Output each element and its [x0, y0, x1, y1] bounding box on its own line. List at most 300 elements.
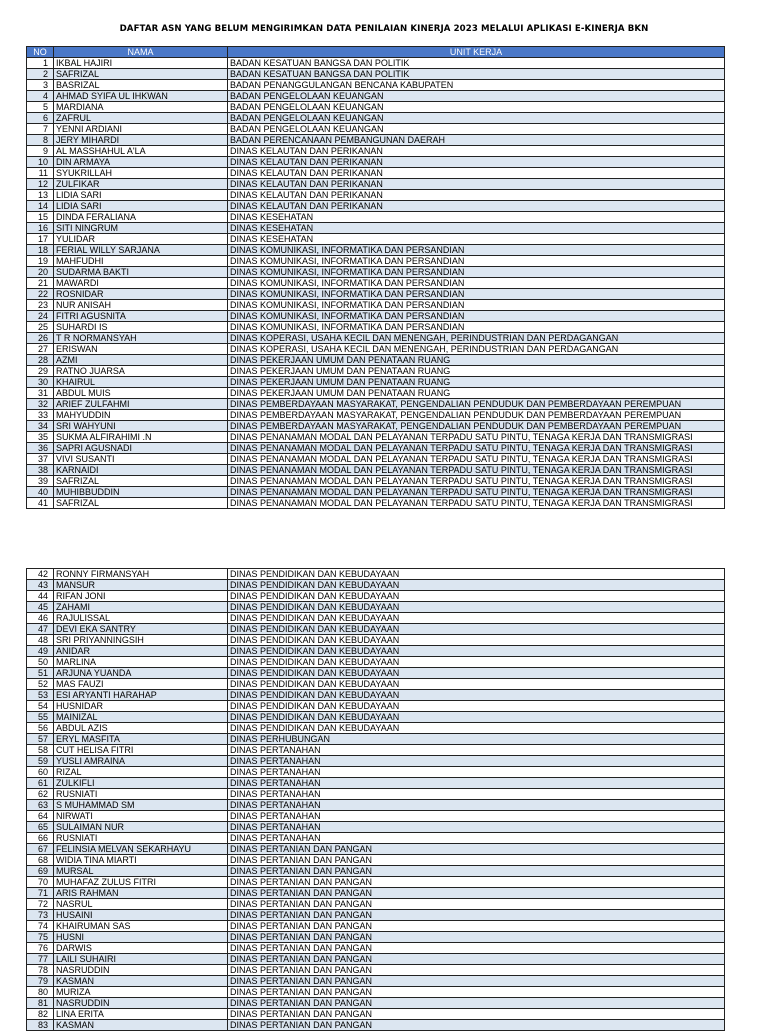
cell-no: 9 — [27, 146, 54, 157]
cell-no: 74 — [27, 921, 54, 932]
cell-unit-kerja: BADAN PENGELOLAAN KEUANGAN — [228, 91, 725, 102]
table-row — [27, 146, 725, 157]
cell-nama: ROSNIDAR — [54, 289, 228, 300]
cell-unit-kerja: DINAS PENANAMAN MODAL DAN PELAYANAN TERPADU SATU PINTU, TENAGA KERJA DAN TRANSMIGRASI — [228, 476, 725, 487]
cell-no: 1 — [27, 58, 54, 69]
table-row — [27, 635, 725, 646]
table-row — [27, 201, 725, 212]
cell-unit-kerja: DINAS PEKERJAAN UMUM DAN PENATAAN RUANG — [228, 355, 725, 366]
cell-unit-kerja: DINAS PERTANIAN DAN PANGAN — [228, 888, 725, 899]
table-row — [27, 454, 725, 465]
table-row — [27, 899, 725, 910]
cell-no: 53 — [27, 690, 54, 701]
table-row — [27, 333, 725, 344]
cell-nama: NIRWATI — [54, 811, 228, 822]
cell-no: 45 — [27, 602, 54, 613]
cell-nama: KHAIRUMAN SAS — [54, 921, 228, 932]
cell-no: 82 — [27, 1009, 54, 1020]
table-row — [27, 432, 725, 443]
table-row — [27, 613, 725, 624]
cell-unit-kerja: DINAS KOMUNIKASI, INFORMATIKA DAN PERSANDIAN — [228, 245, 725, 256]
cell-no: 35 — [27, 432, 54, 443]
cell-nama: ANIDAR — [54, 646, 228, 657]
cell-unit-kerja: DINAS PENDIDIKAN DAN KEBUDAYAAN — [228, 613, 725, 624]
cell-unit-kerja: DINAS PENDIDIKAN DAN KEBUDAYAAN — [228, 657, 725, 668]
table-row — [27, 701, 725, 712]
cell-no: 50 — [27, 657, 54, 668]
table-row — [27, 399, 725, 410]
table-row — [27, 1020, 725, 1031]
cell-unit-kerja: DINAS KOPERASI, USAHA KECIL DAN MENENGAH, PERINDUSTRIAN DAN PERDAGANGAN — [228, 333, 725, 344]
cell-nama: LAILI SUHAIRI — [54, 954, 228, 965]
cell-unit-kerja: DINAS KOMUNIKASI, INFORMATIKA DAN PERSANDIAN — [228, 256, 725, 267]
table-header-row — [27, 47, 725, 58]
table-row — [27, 443, 725, 454]
cell-unit-kerja: DINAS KOMUNIKASI, INFORMATIKA DAN PERSANDIAN — [228, 267, 725, 278]
cell-unit-kerja: DINAS PERTANIAN DAN PANGAN — [228, 954, 725, 965]
cell-nama: BASRIZAL — [54, 80, 228, 91]
cell-nama: MARLINA — [54, 657, 228, 668]
cell-no: 41 — [27, 498, 54, 509]
table-row — [27, 190, 725, 201]
cell-nama: ERISWAN — [54, 344, 228, 355]
cell-nama: ESI ARYANTI HARAHAP — [54, 690, 228, 701]
cell-nama: RONNY FIRMANSYAH — [54, 569, 228, 580]
cell-unit-kerja: DINAS PERTANIAN DAN PANGAN — [228, 987, 725, 998]
cell-unit-kerja: DINAS KELAUTAN DAN PERIKANAN — [228, 179, 725, 190]
cell-nama: DIN ARMAYA — [54, 157, 228, 168]
cell-no: 14 — [27, 201, 54, 212]
cell-nama: ZULFIKAR — [54, 179, 228, 190]
cell-unit-kerja: DINAS PENANAMAN MODAL DAN PELAYANAN TERPADU SATU PINTU, TENAGA KERJA DAN TRANSMIGRASI — [228, 454, 725, 465]
cell-unit-kerja: DINAS KELAUTAN DAN PERIKANAN — [228, 168, 725, 179]
cell-nama: KASMAN — [54, 1020, 228, 1031]
cell-nama: VIVI SUSANTI — [54, 454, 228, 465]
cell-no: 80 — [27, 987, 54, 998]
table-row — [27, 723, 725, 734]
cell-nama: YULIDAR — [54, 234, 228, 245]
cell-unit-kerja: DINAS PEKERJAAN UMUM DAN PENATAAN RUANG — [228, 388, 725, 399]
cell-no: 25 — [27, 322, 54, 333]
cell-unit-kerja: DINAS KESEHATAN — [228, 223, 725, 234]
cell-no: 79 — [27, 976, 54, 987]
cell-no: 67 — [27, 844, 54, 855]
cell-no: 60 — [27, 767, 54, 778]
cell-unit-kerja: DINAS PERTANAHAN — [228, 811, 725, 822]
cell-no: 62 — [27, 789, 54, 800]
cell-unit-kerja: DINAS KOMUNIKASI, INFORMATIKA DAN PERSANDIAN — [228, 311, 725, 322]
cell-nama: LIDIA SARI — [54, 190, 228, 201]
cell-nama: MUHIBBUDDIN — [54, 487, 228, 498]
cell-no: 39 — [27, 476, 54, 487]
cell-nama: SAPRI AGUSNADI — [54, 443, 228, 454]
table-row — [27, 388, 725, 399]
cell-nama: MURIZA — [54, 987, 228, 998]
cell-no: 30 — [27, 377, 54, 388]
cell-nama: MAWARDI — [54, 278, 228, 289]
cell-no: 4 — [27, 91, 54, 102]
cell-nama: RAJULISSAL — [54, 613, 228, 624]
table-row — [27, 113, 725, 124]
table-row — [27, 377, 725, 388]
table-row — [27, 135, 725, 146]
cell-no: 56 — [27, 723, 54, 734]
cell-nama: HUSNI — [54, 932, 228, 943]
cell-nama: WIDIA TINA MIARTI — [54, 855, 228, 866]
table-row — [27, 465, 725, 476]
cell-unit-kerja: DINAS PEMBERDAYAAN MASYARAKAT, PENGENDALIAN PENDUDUK DAN PEMBERDAYAAN PEREMPUAN — [228, 421, 725, 432]
cell-no: 38 — [27, 465, 54, 476]
cell-no: 54 — [27, 701, 54, 712]
cell-unit-kerja: DINAS PEKERJAAN UMUM DAN PENATAAN RUANG — [228, 366, 725, 377]
table-row — [27, 212, 725, 223]
cell-no: 46 — [27, 613, 54, 624]
cell-no: 33 — [27, 410, 54, 421]
cell-nama: AHMAD SYIFA UL IHKWAN — [54, 91, 228, 102]
cell-no: 5 — [27, 102, 54, 113]
table-row — [27, 602, 725, 613]
cell-unit-kerja: DINAS PERTANIAN DAN PANGAN — [228, 1009, 725, 1020]
table-row — [27, 157, 725, 168]
cell-nama: JERY MIHARDI — [54, 135, 228, 146]
cell-nama: SRI WAHYUNI — [54, 421, 228, 432]
table-row — [27, 223, 725, 234]
cell-unit-kerja: DINAS KOMUNIKASI, INFORMATIKA DAN PERSANDIAN — [228, 322, 725, 333]
cell-no: 7 — [27, 124, 54, 135]
cell-no: 10 — [27, 157, 54, 168]
table-row — [27, 844, 725, 855]
cell-nama: DINDA FERALIANA — [54, 212, 228, 223]
cell-no: 11 — [27, 168, 54, 179]
cell-nama: ABDUL AZIS — [54, 723, 228, 734]
table-row — [27, 800, 725, 811]
cell-nama: KASMAN — [54, 976, 228, 987]
table-row — [27, 498, 725, 509]
cell-no: 32 — [27, 399, 54, 410]
cell-no: 78 — [27, 965, 54, 976]
table-row — [27, 168, 725, 179]
cell-no: 76 — [27, 943, 54, 954]
cell-nama: AZMI — [54, 355, 228, 366]
cell-unit-kerja: BADAN PERENCANAAN PEMBANGUNAN DAERAH — [228, 135, 725, 146]
cell-nama: RIZAL — [54, 767, 228, 778]
cell-no: 75 — [27, 932, 54, 943]
cell-nama: FERIAL WILLY SARJANA — [54, 245, 228, 256]
cell-no: 48 — [27, 635, 54, 646]
cell-no: 17 — [27, 234, 54, 245]
cell-no: 19 — [27, 256, 54, 267]
cell-unit-kerja: DINAS PEMBERDAYAAN MASYARAKAT, PENGENDALIAN PENDUDUK DAN PEMBERDAYAAN PEREMPUAN — [228, 399, 725, 410]
cell-no: 42 — [27, 569, 54, 580]
cell-unit-kerja: DINAS PERTANIAN DAN PANGAN — [228, 877, 725, 888]
cell-unit-kerja: DINAS PENDIDIKAN DAN KEBUDAYAAN — [228, 679, 725, 690]
cell-unit-kerja: DINAS KELAUTAN DAN PERIKANAN — [228, 201, 725, 212]
table-row — [27, 987, 725, 998]
table-row — [27, 910, 725, 921]
table-row — [27, 311, 725, 322]
cell-no: 65 — [27, 822, 54, 833]
asn-table-2 — [26, 568, 725, 1031]
table-row — [27, 58, 725, 69]
cell-no: 59 — [27, 756, 54, 767]
header-nama: NAMA — [54, 47, 228, 58]
header-unit-kerja: UNIT KERJA — [228, 47, 725, 58]
cell-no: 77 — [27, 954, 54, 965]
cell-nama: MURSAL — [54, 866, 228, 877]
cell-nama: MANSUR — [54, 580, 228, 591]
cell-nama: RUSNIATI — [54, 833, 228, 844]
table-row — [27, 646, 725, 657]
cell-unit-kerja: DINAS PENDIDIKAN DAN KEBUDAYAAN — [228, 602, 725, 613]
cell-no: 34 — [27, 421, 54, 432]
cell-nama: MAINIZAL — [54, 712, 228, 723]
cell-unit-kerja: DINAS KELAUTAN DAN PERIKANAN — [228, 190, 725, 201]
cell-unit-kerja: DINAS PERTANAHAN — [228, 745, 725, 756]
cell-unit-kerja: DINAS PERTANAHAN — [228, 778, 725, 789]
table-row — [27, 998, 725, 1009]
table-row — [27, 355, 725, 366]
cell-no: 43 — [27, 580, 54, 591]
cell-nama: FITRI AGUSNITA — [54, 311, 228, 322]
cell-no: 44 — [27, 591, 54, 602]
cell-no: 27 — [27, 344, 54, 355]
cell-unit-kerja: DINAS PERTANIAN DAN PANGAN — [228, 844, 725, 855]
cell-nama: NASRUDDIN — [54, 965, 228, 976]
cell-nama: FELINSIA MELVAN SEKARHAYU — [54, 844, 228, 855]
table-row — [27, 366, 725, 377]
table-row — [27, 822, 725, 833]
cell-no: 37 — [27, 454, 54, 465]
cell-unit-kerja: DINAS KOMUNIKASI, INFORMATIKA DAN PERSANDIAN — [228, 300, 725, 311]
table-row — [27, 278, 725, 289]
table-row — [27, 668, 725, 679]
cell-nama: MAHYUDDIN — [54, 410, 228, 421]
cell-unit-kerja: DINAS PENANAMAN MODAL DAN PELAYANAN TERPADU SATU PINTU, TENAGA KERJA DAN TRANSMIGRASI — [228, 465, 725, 476]
table-row — [27, 410, 725, 421]
cell-unit-kerja: DINAS PERTANIAN DAN PANGAN — [228, 998, 725, 1009]
table-row — [27, 487, 725, 498]
cell-no: 28 — [27, 355, 54, 366]
cell-nama: RATNO JUARSA — [54, 366, 228, 377]
table-row — [27, 591, 725, 602]
cell-nama: NASRUL — [54, 899, 228, 910]
table-row — [27, 943, 725, 954]
cell-no: 55 — [27, 712, 54, 723]
table-row — [27, 256, 725, 267]
cell-unit-kerja: DINAS PENDIDIKAN DAN KEBUDAYAAN — [228, 723, 725, 734]
cell-unit-kerja: DINAS PEKERJAAN UMUM DAN PENATAAN RUANG — [228, 377, 725, 388]
cell-unit-kerja: BADAN PENANGGULANGAN BENCANA KABUPATEN — [228, 80, 725, 91]
table-row — [27, 932, 725, 943]
table-row — [27, 877, 725, 888]
cell-no: 26 — [27, 333, 54, 344]
cell-nama: SULAIMAN NUR — [54, 822, 228, 833]
page-title: DAFTAR ASN YANG BELUM MENGIRIMKAN DATA PENILAIAN KINERJA 2023 MELALUI APLIKASI E-KINERJA BKN — [119, 24, 649, 34]
cell-no: 16 — [27, 223, 54, 234]
cell-nama: LIDIA SARI — [54, 201, 228, 212]
table-row — [27, 267, 725, 278]
cell-unit-kerja: DINAS PERTANIAN DAN PANGAN — [228, 855, 725, 866]
cell-nama: S MUHAMMAD SM — [54, 800, 228, 811]
cell-unit-kerja: DINAS KELAUTAN DAN PERIKANAN — [228, 157, 725, 168]
table-row — [27, 690, 725, 701]
table-row — [27, 756, 725, 767]
cell-unit-kerja: DINAS PERTANAHAN — [228, 756, 725, 767]
cell-no: 69 — [27, 866, 54, 877]
table-row — [27, 245, 725, 256]
table-row — [27, 569, 725, 580]
table-row — [27, 124, 725, 135]
cell-unit-kerja: BADAN PENGELOLAAN KEUANGAN — [228, 102, 725, 113]
cell-nama: ARJUNA YUANDA — [54, 668, 228, 679]
cell-unit-kerja: DINAS PERTANAHAN — [228, 789, 725, 800]
table-row — [27, 888, 725, 899]
table-row — [27, 580, 725, 591]
cell-unit-kerja: DINAS KOMUNIKASI, INFORMATIKA DAN PERSANDIAN — [228, 278, 725, 289]
cell-nama: ABDUL MUIS — [54, 388, 228, 399]
cell-unit-kerja: DINAS PENDIDIKAN DAN KEBUDAYAAN — [228, 580, 725, 591]
cell-nama: SUHARDI IS — [54, 322, 228, 333]
cell-unit-kerja: DINAS KOPERASI, USAHA KECIL DAN MENENGAH, PERINDUSTRIAN DAN PERDAGANGAN — [228, 344, 725, 355]
cell-unit-kerja: DINAS PERTANIAN DAN PANGAN — [228, 1020, 725, 1031]
cell-unit-kerja: DINAS PERTANIAN DAN PANGAN — [228, 899, 725, 910]
table-row — [27, 69, 725, 80]
table-row — [27, 855, 725, 866]
cell-nama: ZAHAMI — [54, 602, 228, 613]
cell-nama: SRI PRIYANNINGSIH — [54, 635, 228, 646]
cell-nama: CUT HELISA FITRI — [54, 745, 228, 756]
cell-unit-kerja: DINAS PENDIDIKAN DAN KEBUDAYAAN — [228, 624, 725, 635]
cell-no: 83 — [27, 1020, 54, 1031]
table-row — [27, 745, 725, 756]
cell-unit-kerja: DINAS PERTANAHAN — [228, 767, 725, 778]
cell-nama: IKBAL HAJIRI — [54, 58, 228, 69]
table-row — [27, 712, 725, 723]
cell-no: 23 — [27, 300, 54, 311]
cell-unit-kerja: DINAS KELAUTAN DAN PERIKANAN — [228, 146, 725, 157]
cell-nama: KARNAIDI — [54, 465, 228, 476]
cell-nama: AL MASSHAHUL A'LA — [54, 146, 228, 157]
cell-nama: T R NORMANSYAH — [54, 333, 228, 344]
cell-nama: SUDARMA BAKTI — [54, 267, 228, 278]
table-row — [27, 421, 725, 432]
table-row — [27, 767, 725, 778]
cell-nama: NUR ANISAH — [54, 300, 228, 311]
cell-unit-kerja: DINAS PENDIDIKAN DAN KEBUDAYAAN — [228, 569, 725, 580]
cell-nama: YUSLI AMRAINA — [54, 756, 228, 767]
cell-nama: ERYL MASFITA — [54, 734, 228, 745]
cell-unit-kerja: DINAS PENANAMAN MODAL DAN PELAYANAN TERPADU SATU PINTU, TENAGA KERJA DAN TRANSMIGRASI — [228, 498, 725, 509]
cell-unit-kerja: DINAS PENANAMAN MODAL DAN PELAYANAN TERPADU SATU PINTU, TENAGA KERJA DAN TRANSMIGRASI — [228, 487, 725, 498]
table-row — [27, 179, 725, 190]
cell-unit-kerja: DINAS PERTANIAN DAN PANGAN — [228, 943, 725, 954]
cell-nama: SYUKRILLAH — [54, 168, 228, 179]
cell-nama: NASRUDDIN — [54, 998, 228, 1009]
table-row — [27, 921, 725, 932]
cell-nama: HUSNIDAR — [54, 701, 228, 712]
table-row — [27, 322, 725, 333]
table-row — [27, 344, 725, 355]
table-row — [27, 1009, 725, 1020]
table-row — [27, 234, 725, 245]
cell-no: 31 — [27, 388, 54, 399]
cell-nama: YENNI ARDIANI — [54, 124, 228, 135]
cell-nama: SITI NINGRUM — [54, 223, 228, 234]
table-row — [27, 91, 725, 102]
cell-no: 13 — [27, 190, 54, 201]
cell-unit-kerja: DINAS PERTANIAN DAN PANGAN — [228, 932, 725, 943]
cell-unit-kerja: DINAS PENDIDIKAN DAN KEBUDAYAAN — [228, 668, 725, 679]
table-row — [27, 833, 725, 844]
cell-nama: MAS FAUZI — [54, 679, 228, 690]
cell-nama: LINA ERITA — [54, 1009, 228, 1020]
table-row — [27, 976, 725, 987]
cell-unit-kerja: DINAS PENDIDIKAN DAN KEBUDAYAAN — [228, 701, 725, 712]
cell-no: 63 — [27, 800, 54, 811]
cell-unit-kerja: DINAS PERTANIAN DAN PANGAN — [228, 921, 725, 932]
cell-nama: MARDIANA — [54, 102, 228, 113]
cell-unit-kerja: DINAS PERTANIAN DAN PANGAN — [228, 965, 725, 976]
cell-nama: DEVI EKA SANTRY — [54, 624, 228, 635]
cell-nama: ZAFRUL — [54, 113, 228, 124]
cell-unit-kerja: DINAS PENDIDIKAN DAN KEBUDAYAAN — [228, 646, 725, 657]
cell-no: 72 — [27, 899, 54, 910]
cell-unit-kerja: DINAS KESEHATAN — [228, 234, 725, 245]
cell-nama: DARWIS — [54, 943, 228, 954]
cell-unit-kerja: DINAS PENDIDIKAN DAN KEBUDAYAAN — [228, 690, 725, 701]
cell-nama: KHAIRUL — [54, 377, 228, 388]
table-row — [27, 289, 725, 300]
cell-unit-kerja: DINAS PERTANIAN DAN PANGAN — [228, 910, 725, 921]
cell-unit-kerja: DINAS PEMBERDAYAAN MASYARAKAT, PENGENDALIAN PENDUDUK DAN PEMBERDAYAAN PEREMPUAN — [228, 410, 725, 421]
cell-unit-kerja: DINAS PERHUBUNGAN — [228, 734, 725, 745]
cell-no: 68 — [27, 855, 54, 866]
cell-nama: RIFAN JONI — [54, 591, 228, 602]
cell-unit-kerja: DINAS PENANAMAN MODAL DAN PELAYANAN TERPADU SATU PINTU, TENAGA KERJA DAN TRANSMIGRASI — [228, 432, 725, 443]
cell-unit-kerja: DINAS PERTANAHAN — [228, 800, 725, 811]
cell-nama: ARIS RAHMAN — [54, 888, 228, 899]
cell-no: 12 — [27, 179, 54, 190]
cell-no: 8 — [27, 135, 54, 146]
cell-no: 57 — [27, 734, 54, 745]
cell-no: 40 — [27, 487, 54, 498]
cell-no: 2 — [27, 69, 54, 80]
cell-unit-kerja: BADAN KESATUAN BANGSA DAN POLITIK — [228, 69, 725, 80]
table-row — [27, 476, 725, 487]
table-row — [27, 300, 725, 311]
cell-unit-kerja: DINAS PERTANIAN DAN PANGAN — [228, 976, 725, 987]
table-row — [27, 866, 725, 877]
cell-no: 70 — [27, 877, 54, 888]
cell-unit-kerja: DINAS KOMUNIKASI, INFORMATIKA DAN PERSANDIAN — [228, 289, 725, 300]
asn-table-1 — [26, 46, 725, 509]
cell-nama: SAFRIZAL — [54, 498, 228, 509]
cell-nama: HUSAINI — [54, 910, 228, 921]
cell-no: 15 — [27, 212, 54, 223]
cell-unit-kerja: DINAS PENDIDIKAN DAN KEBUDAYAAN — [228, 635, 725, 646]
table-row — [27, 679, 725, 690]
cell-no: 81 — [27, 998, 54, 1009]
header-no: NO — [27, 47, 54, 58]
cell-no: 18 — [27, 245, 54, 256]
cell-no: 64 — [27, 811, 54, 822]
cell-no: 24 — [27, 311, 54, 322]
cell-no: 71 — [27, 888, 54, 899]
cell-nama: MAHFUDHI — [54, 256, 228, 267]
cell-no: 47 — [27, 624, 54, 635]
cell-nama: ARIEF ZULFAHMI — [54, 399, 228, 410]
cell-unit-kerja: DINAS KESEHATAN — [228, 212, 725, 223]
